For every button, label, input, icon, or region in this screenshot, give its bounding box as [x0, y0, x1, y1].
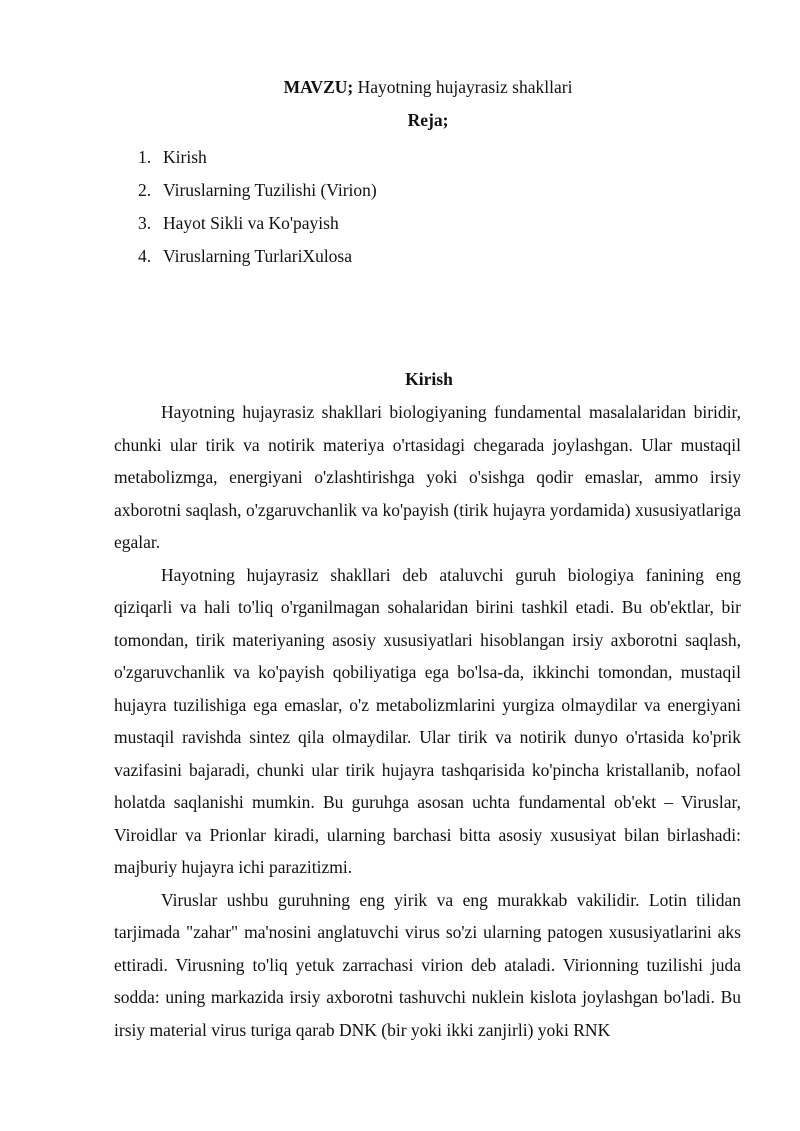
plan-item	[138, 174, 377, 207]
plan-item-text: Hayot Sikli va Ko'payish	[163, 213, 339, 233]
section-heading: Kirish	[405, 369, 453, 389]
plan-item-number: 1.	[138, 147, 152, 167]
paragraph: Hayotning hujayrasiz shakllari deb ataluvchi guruh biologiya fanining eng qiziqarli va hali to'liq o'rganilmagan sohalaridan birini tashkil etadi. Bu ob'ektlar, bir tomondan, tirik materiyaning asosiy xususiyatlari hisoblangan irsiy axborotni saqlash, o'zgaruvchanlik va ko'payish qobiliyatiga ega bo'lsa-da, ikkinchi tomondan, mustaqil hujayra tuzilishiga ega emaslar, o'z metabolizmlarini yurgiza olmaydilar va energiyani mustaqil ravishda sintez qila olmaydilar. Ular tirik va notirik dunyo o'rtasida ko'prik vazifasini bajaradi, chunki ular tirik hujayra tashqarisida ko'pincha kristallanib, nofaol holatda saqlanishi mumkin. Bu guruhga asosan uchta fundamental ob'ekt – Viruslar, Viroidlar va Prionlar kiradi, ularning barchasi bitta asosiy xususiyat bilan birlashadi: majburiy hujayra ichi parazitizmi.	[114, 564, 741, 877]
plan-heading: Reja;	[407, 110, 449, 130]
paragraph: Viruslar ushbu guruhning eng yirik va eng murakkab vakilidir. Lotin tilidan tarjimada "zahar" ma'nosini anglatuvchi virus so'zi ularning patogen xususiyatlarini aks ettiradi. Virusning to'liq yetuk zarrachasi virion deb ataladi. Virionning tuzilishi juda sodda: uning markazida irsiy axborotni tashuvchi nuklein kislota joylashgan bo'ladi. Bu irsiy material virus turiga qarab DNK (bir yoki ikki zanjirli) yoki RNK	[114, 889, 741, 1040]
plan-item-number: 2.	[138, 180, 152, 200]
document-title	[0, 76, 800, 98]
plan-item	[138, 240, 377, 273]
plan-item	[138, 141, 377, 174]
plan-item-number: 4.	[138, 246, 152, 266]
plan-item-number: 3.	[138, 213, 152, 233]
plan-item-text: Viruslarning Tuzilishi (Virion)	[163, 180, 377, 200]
plan-item	[138, 207, 377, 240]
plan-item-text: Kirish	[163, 147, 207, 167]
title-label: MAVZU;	[283, 77, 354, 97]
plan-list	[138, 141, 377, 273]
paragraph: Hayotning hujayrasiz shakllari biologiyaning fundamental masalalaridan biridir, chunki ular tirik va notirik materiya o'rtasidagi chegarada joylashgan. Ular mustaqil metabolizmga, energiyani o'zlashtirishga yoki o'sishga qodir emaslar, ammo irsiy axborotni saqlash, o'zgaruvchanlik va ko'payish (tirik hujayra yordamida) xususiyatlariga egalar.	[114, 402, 741, 552]
section-body	[114, 396, 741, 1046]
plan-item-text: Viruslarning TurlariXulosa	[163, 246, 353, 266]
title-topic: Hayotning hujayrasiz shakllari	[353, 77, 573, 97]
